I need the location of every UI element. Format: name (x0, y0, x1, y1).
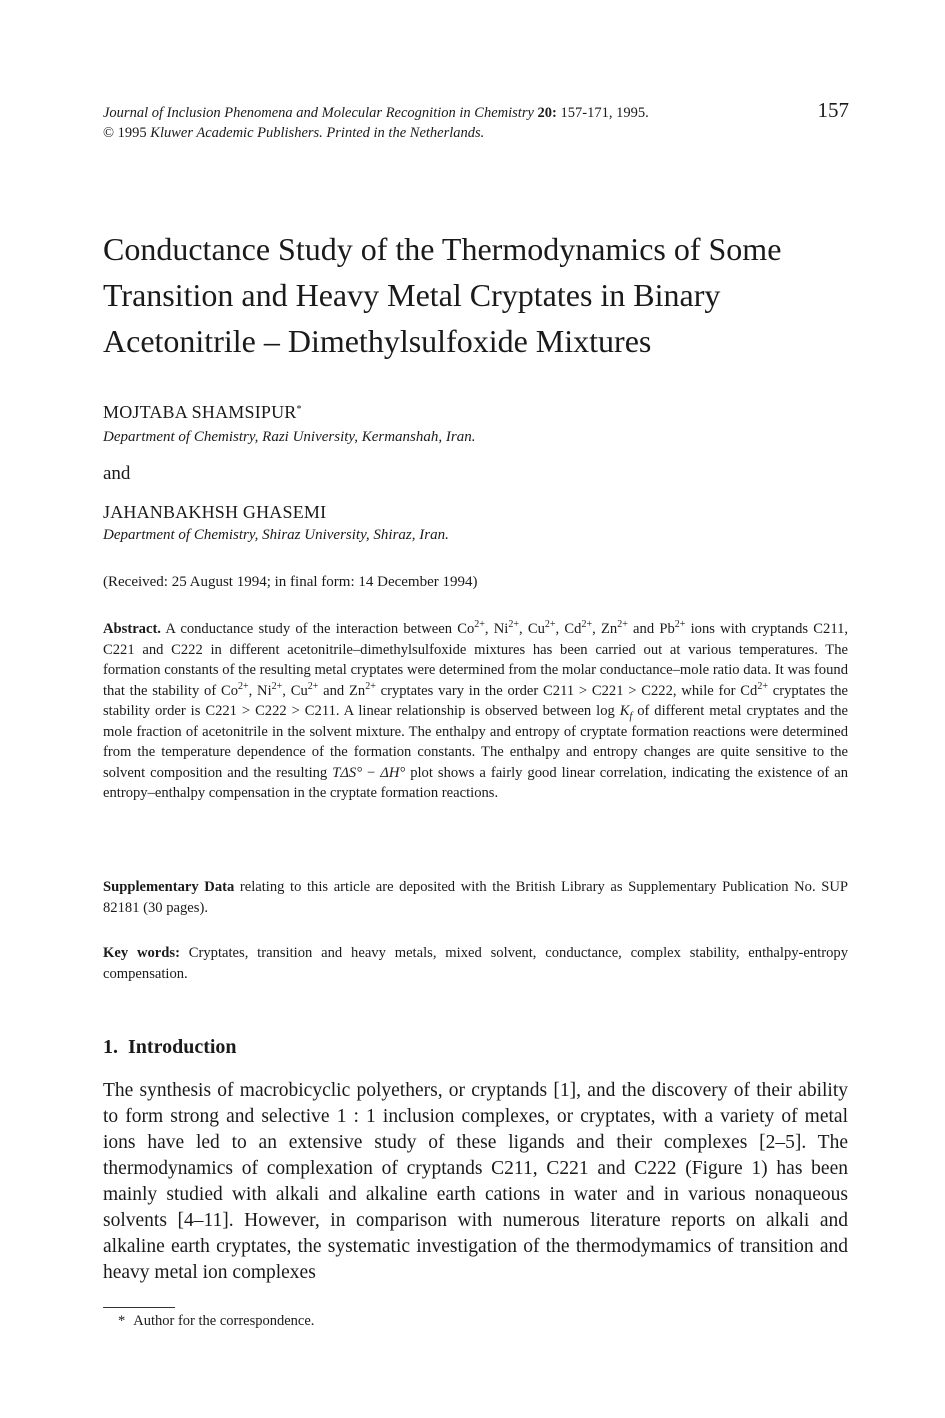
author-1-name-text: MOJTABA SHAMSIPUR (103, 402, 297, 422)
journal-citation (103, 103, 783, 143)
supplementary-data (103, 877, 848, 918)
title-line-3: Acetonitrile – Dimethylsulfoxide Mixtures (103, 323, 652, 359)
section-number: 1. (103, 1036, 118, 1058)
article-title (103, 226, 863, 364)
footnote-rule (103, 1307, 175, 1308)
footnote-mark: * (118, 1313, 126, 1329)
footnote-text: Author for the correspondence. (133, 1313, 315, 1329)
copyright-line (103, 123, 783, 143)
page-number: 157 (817, 98, 849, 122)
author-affiliation-1: Department of Chemistry, Razi University, Kermanshah, Iran. (103, 429, 476, 445)
journal-volume: 20: (537, 105, 557, 121)
journal-pages-year: 157-171, 1995. (560, 105, 649, 121)
abstract: Abstract. A conductance study of the interaction between $Co^{2+}$, $Ni^{2+}$, $Cu^{2+}$, $Cd^{2+}$, $Zn^{2+}$ and $Pb^{2+}$ ions with cryptands C211, C221 and C222 in different acetonitrile–dimethylsulfoxide mixtures has been carried out at various temperatures. The formation constants of the resulting metal cryptates were determined from the molar conductance–mole ratio data. It was found that the stability of $Co^{2+}$, $Ni^{2+}$, $Cu^{2+}$ and $Zn^{2+}$ cryptates vary in the order C211 > C221 > C222, while for $Cd^{2+}$ cryptates the stability order is C221 > C222 > C211. A linear relationship is observed between $\log K_f$ of different metal cryptates and the mole fraction of acetonitrile in the solvent mixture. The enthalpy and entropy of cryptate formation reactions were determined from the temperature dependence of the formation constants. The enthalpy and entropy changes are quite sensitive to the solvent composition and the resulting TΔS° − ΔH° plot shows a fairly good linear correlation, indicating the existence of an entropy–enthalpy compensation in the cryptate formation reactions. (103, 619, 849, 801)
journal-name: Journal of Inclusion Phenomena and Molecular Recognition in Chemistry (103, 105, 534, 121)
section-heading-introduction (103, 1036, 237, 1059)
title-line-2: Transition and Heavy Metal Cryptates in Binary (103, 277, 721, 313)
received-dates: (Received: 25 August 1994; in final form: 14 December 1994) (103, 574, 478, 590)
section-title: Introduction (128, 1036, 237, 1058)
publisher: Kluwer Academic Publishers. Printed in the Netherlands. (150, 125, 485, 141)
introduction-paragraph: The synthesis of macrobicyclic polyethers, or cryptands [1], and the discovery of their ability to form strong and selective 1 : 1 inclusion complexes, or cryptates, with a variety of metal ions have led to an extensive study of these ligands and their complexes [2–5]. The thermodynamics of complexation of cryptands C211, C221 and C222 (Figure 1) has been mainly studied with alkali and alkaline earth cations in water and in various nonaqueous solvents [4–11]. However, in comparison with numerous literature reports on alkali and alkaline earth cryptates, the systematic investigation of the thermodymamics of transition and heavy metal ion complexes (103, 1080, 848, 1283)
keywords-text: Cryptates, transition and heavy metals, mixed solvent, conductance, complex stability, enthalpy-entropy compensation. (103, 945, 848, 982)
journal-line (103, 103, 783, 123)
abstract-label: Abstract. (103, 621, 161, 637)
supplementary-text: relating to this article are deposited with the British Library as Supplementary Publication No. SUP 82181 (30 pages). (103, 879, 848, 916)
author-name-1 (103, 402, 302, 423)
supplementary-label: Supplementary Data (103, 879, 235, 895)
keywords (103, 943, 848, 984)
keywords-label: Key words: (103, 945, 180, 961)
author-affiliation-2: Department of Chemistry, Shiraz University, Shiraz, Iran. (103, 527, 449, 543)
copyright-symbol: © 1995 (103, 125, 147, 141)
author-name-2: JAHANBAKHSH GHASEMI (103, 502, 327, 522)
footnote (118, 1313, 314, 1330)
author-1-mark: * (296, 404, 302, 415)
and-connector: and (103, 463, 131, 484)
title-line-1: Conductance Study of the Thermodynamics of Some (103, 231, 782, 267)
